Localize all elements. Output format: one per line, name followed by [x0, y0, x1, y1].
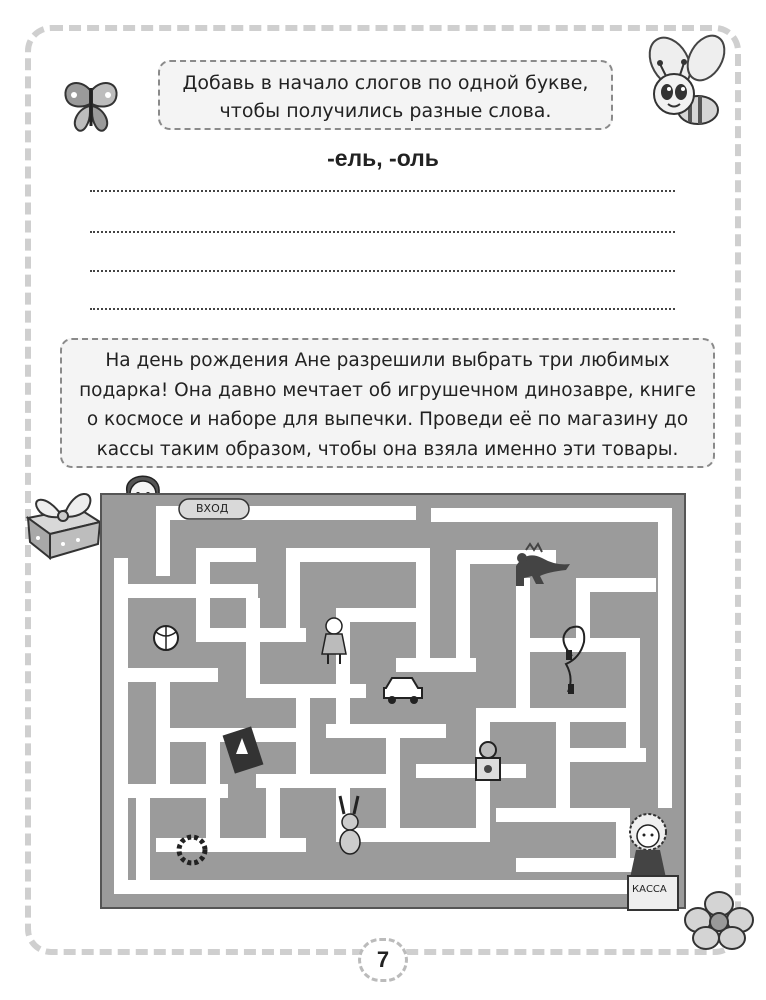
- task2-line2: подарка! Она давно мечтает об игрушечном динозавре, книге: [79, 379, 696, 401]
- task1-line2: чтобы получились разные слова.: [219, 100, 552, 122]
- ball-icon: [154, 626, 178, 650]
- baking-set-icon: [476, 742, 500, 780]
- task2-line4: кассы таким образом, чтобы она взяла именно эти товары.: [96, 438, 679, 460]
- maze-instruction-box: [60, 338, 715, 468]
- task-instruction-box: [158, 60, 613, 130]
- answer-line-4[interactable]: [90, 308, 675, 310]
- task2-line3: о космосе и наборе для выпечки. Проведи её по магазину до: [86, 409, 689, 430]
- maze[interactable]: [96, 488, 690, 914]
- flower-icon: [684, 890, 754, 952]
- cashier-label: КАССА: [632, 884, 667, 895]
- cashier-icon: [618, 808, 688, 912]
- task2-line1: На день рождения Ане разрешили выбрать три любимых: [105, 350, 670, 371]
- page-number: 7: [358, 938, 408, 982]
- bee-icon: [640, 32, 736, 132]
- syllables: -ель, -оль: [327, 145, 439, 171]
- butterfly-icon: [60, 78, 122, 138]
- answer-line-3[interactable]: [90, 270, 675, 272]
- entrance-label: ВХОД: [196, 502, 229, 515]
- answer-line-2[interactable]: [90, 231, 675, 233]
- answer-line-1[interactable]: [90, 190, 675, 192]
- task1-line1: Добавь в начало слогов по одной букве,: [182, 72, 589, 94]
